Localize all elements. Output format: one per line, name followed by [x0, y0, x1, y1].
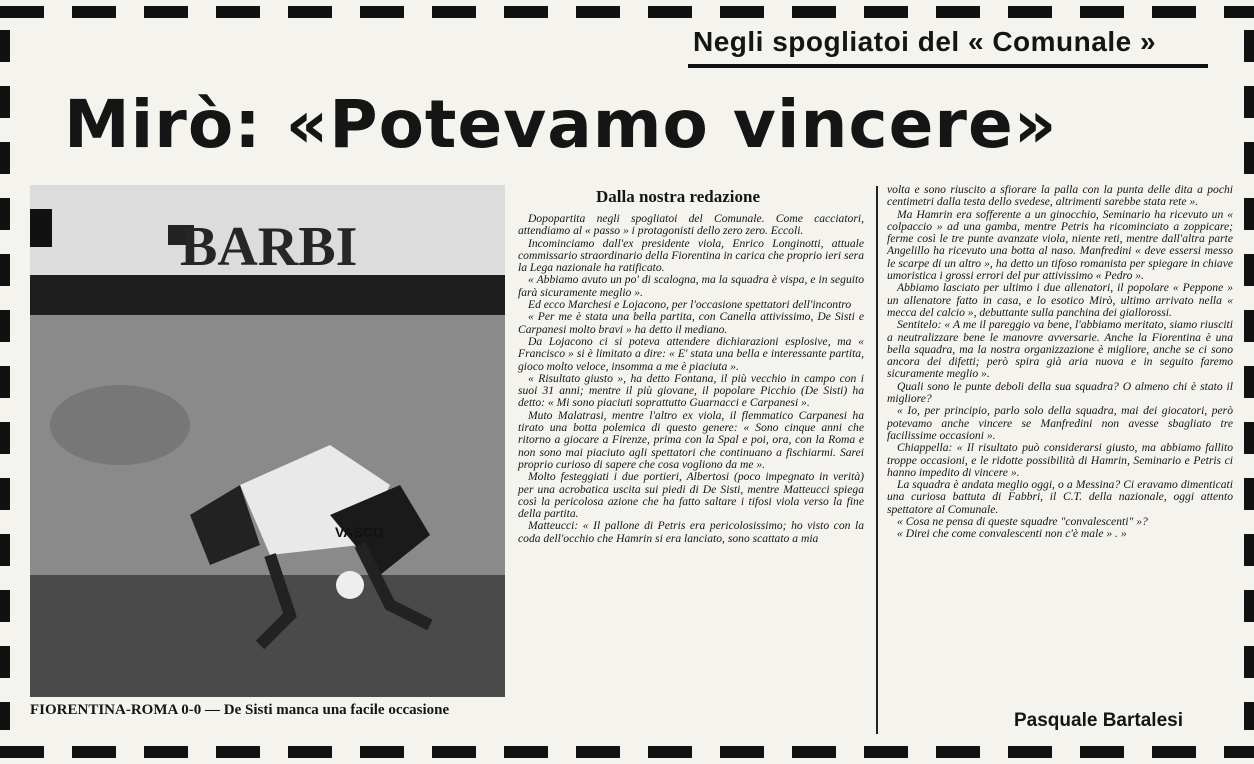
paragraph: Incominciamo dall'ex presidente viola, Enrico Longinotti, attuale commissario straordinario della Fiorentina in carica che proprio ieri sera la Lega nazionale ha ratificato.	[518, 236, 864, 275]
paragraph: « Per me è stata una bella partita, con Canella attivissimo, De Sisti e Carpanesi molto bravi » ha detto il mediano.	[518, 310, 864, 336]
paragraph: « Risultato giusto », ha detto Fontana, il più vecchio in campo con i suoi 31 anni; mentre il più giovane, il popolare Picchio (De Sisti) ha detto: « Mi sono piaciuti soprattutto Guarnacci e Carpanesi ».	[518, 371, 864, 410]
paragraph: « Cosa ne pensa di queste squadre "convalescenti" »?	[897, 515, 1148, 529]
paragraph: « Io, per principio, parlo solo della squadra, mai dei giocatori, però potevamo anche vincere se Manfredini non avesse sbagliato tre facilissime occasioni ».	[887, 404, 1233, 442]
kicker: Negli spogliatoi del « Comunale »	[693, 26, 1157, 57]
paragraph: Muto Malatrasi, mentre l'altro ex viola, il flemmatico Carpanesi ha tirato una botta polemica di questo genere: « Sono cinque anni che ritorno a giocare a Firenze, prima con la Spal e poi, ora, con la Roma e non sono mai piaciuto agli spettatori che continuano a fischiarmi. Sarei proprio curioso di sapere che cosa vogliono da me ».	[518, 408, 864, 471]
paragraph: volta e sono riuscito a sfiorare la palla con la punta delle dita a pochi centimetri dalla testa dello svedese, altrimenti sarebbe stata rete ».	[887, 183, 1233, 209]
stadium-sign-text: BARBI	[180, 216, 358, 278]
headline: Mirò: «Potevamo vincere»	[64, 86, 1058, 163]
paragraph: Molto festeggiati i due portieri, Albertosi (poco impegnato in verità) per una acrobatica uscita sui piedi di De Sisti, mentre Matteucci spiega così la pericolosa azione che ha fatto saltare i tifosi viola verso la fine della partita.	[518, 470, 864, 521]
paragraph: Sentitelo: « A me il pareggio va bene, l'abbiamo meritato, siamo riusciti a neutralizzare bene le manovre avversarie. Anche la Fiorentina è una bella squadra, ma la nostra organizzazione è migliore, anche se ci sono ancora dei difetti; però spira già aria nuova e in seguito faremo sicuramente meglio ».	[887, 318, 1233, 381]
article-column-2	[887, 184, 1233, 541]
right-dashed-border	[1244, 30, 1254, 730]
column-divider	[876, 186, 878, 734]
paragraph: « Direi che come convalescenti non c'è male » . »	[897, 527, 1127, 541]
paragraph: La squadra è andata meglio oggi, o a Messina? Ci eravamo dimenticati una curiosa battuta di Fabbri, il C.T. della nazionale, oggi attento spettatore al Comunale.	[887, 478, 1233, 516]
left-dashed-border	[0, 30, 10, 730]
bottom-dashed-border	[0, 746, 1254, 758]
shirt-text: VASCO	[335, 524, 384, 540]
match-photo	[30, 185, 505, 697]
section-label: Dalla nostra redazione	[596, 187, 761, 206]
match-photo-illustration	[30, 185, 505, 697]
paragraph: Abbiamo lasciato per ultimo i due allenatori, il popolare « Peppone » un allenatore fatto in casa, e lo esotico Mirò, ultimo arrivato nella « mecca del calcio », debuttante sulla panchina dei giallorossi.	[887, 281, 1233, 319]
author-byline: Pasquale Bartalesi	[1014, 710, 1183, 731]
paragraph: Ma Hamrin era sofferente a un ginocchio, Seminario ha ricevuto un « colpaccio » ad una gamba, mentre Petris ha ricominciato a zoppicare; ferme così le tre punte avanzate viola, niente reti, mentre dall'altra parte Angelillo ha ricevuto una botta al naso. Manfredini « deve essersi messo le scarpe di un altro », ha detto un tifoso romanista per spiegare in chiave umoristica i grossi errori del pur attivissimo « Pedro ».	[887, 207, 1233, 283]
paragraph: Dopopartita negli spogliatoi del Comunale. Come cacciatori, attendiamo al « passo » i protagonisti dello zero zero. Eccoli.	[518, 212, 864, 238]
paragraph: « Abbiamo avuto un po' di scalogna, ma la squadra è vispa, e in seguito farà sicuramente meglio ».	[518, 273, 864, 299]
paragraph: Chiappella: « Il risultato può considerarsi giusto, ma abbiamo fallito troppe occasioni, e le ridotte possibilità di Hamrin, Seminario e Petris ci hanno impedito di vincere ».	[887, 441, 1233, 479]
article-column-1	[518, 213, 864, 545]
kicker-underline	[688, 64, 1208, 68]
caption-bold: FIORENTINA-ROMA 0-0 — De Sisti manca una facile occasione	[30, 702, 450, 718]
paragraph: Da Lojacono ci si poteva attendere dichiarazioni esplosive, ma « Francisco » si è limitato a dire: « E' stata una bella e interessante partita, gioco molto veloce, insomma a me è piaciuta ».	[518, 334, 864, 373]
paragraph: Matteucci: « Il pallone di Petris era pericolosissimo; ho visto con la coda dell'occhio che Hamrin si era lanciato, sono scattato a mia	[518, 519, 864, 545]
paragraph: Ed ecco Marchesi e Lojacono, per l'occasione spettatori dell'incontro	[528, 298, 852, 312]
paragraph: Quali sono le punte deboli della sua squadra? O almeno chi è stato il migliore?	[887, 379, 1233, 406]
top-dashed-border	[0, 6, 1254, 18]
photo-caption	[30, 702, 506, 719]
